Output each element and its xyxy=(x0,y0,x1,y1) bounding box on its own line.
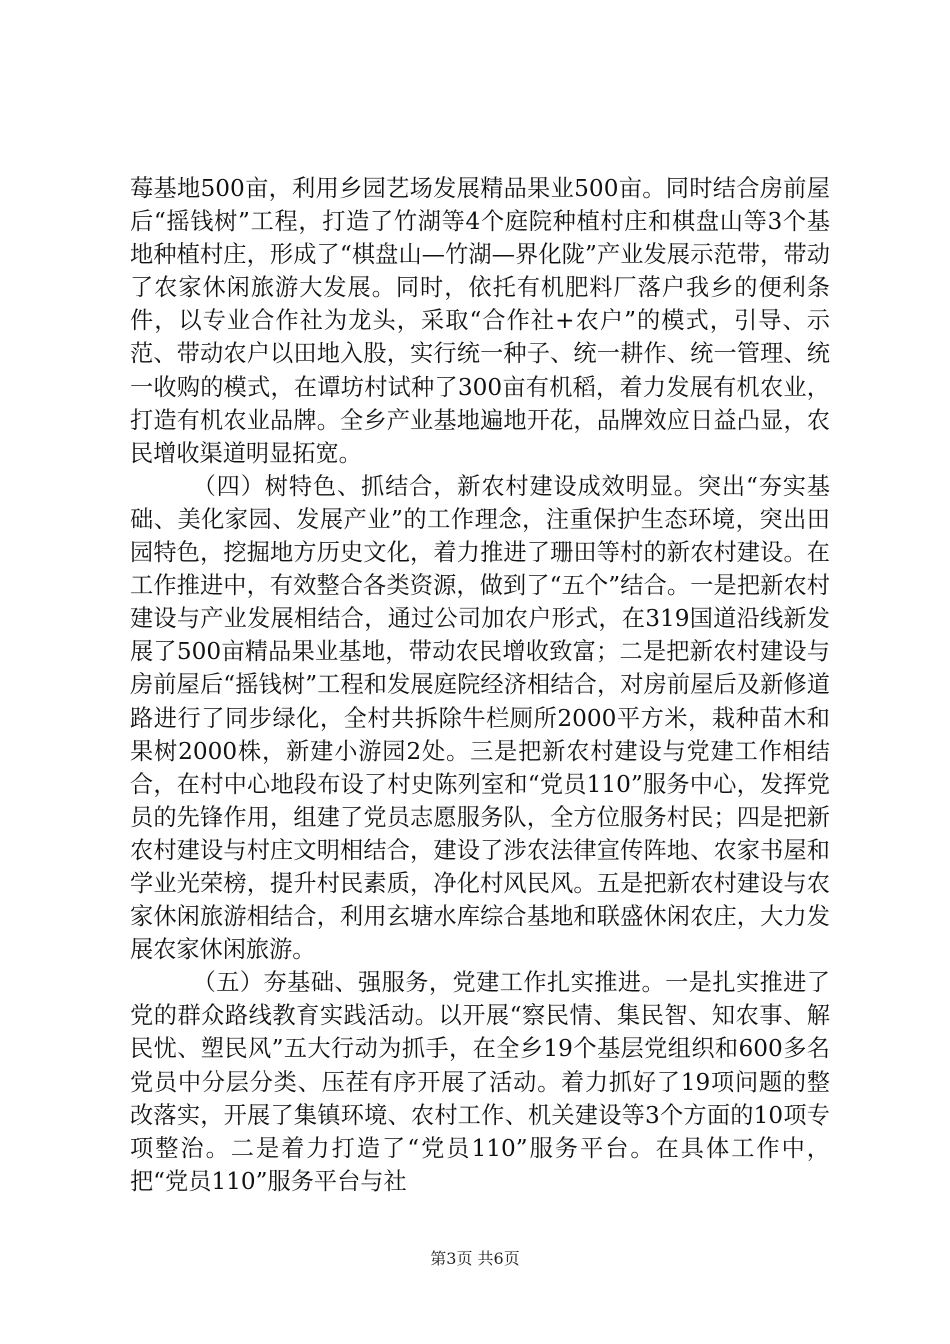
document-body xyxy=(130,172,830,1198)
paragraph-section-4: （四）树特色、抓结合，新农村建设成效明显。突出“夯实基础、美化家园、发展产业”的工作理念，注重保护生态环境，突出田园特色，挖掘地方历史文化，着力推进了珊田等村的新农村建设。在工作推进中，有效整合各类资源，做到了“五个”结合。一是把新农村建设与产业发展相结合，通过公司加农户形式，在319国道沿线新发展了500亩精品果业基地，带动农民增收致富；二是把新农村建设与房前屋后“摇钱树”工程和发展庭院经济相结合，对房前屋后及新修道路进行了同步绿化，全村共拆除牛栏厕所2000平方米，栽种苗木和果树2000株，新建小游园2处。三是把新农村建设与党建工作相结合，在村中心地段布设了村史陈列室和“党员110”服务中心，发挥党员的先锋作用，组建了党员志愿服务队，全方位服务村民；四是把新农村建设与村庄文明相结合，建设了涉农法律宣传阵地、农家书屋和学业光荣榜，提升村民素质，净化村风民风。五是把新农村建设与农家休闲旅游相结合，利用玄塘水库综合基地和联盛休闲农庄，大力发展农家休闲旅游。 xyxy=(130,472,830,964)
page-footer: 第3页 共6页 xyxy=(430,1249,520,1268)
paragraph-section-5: （五）夯基础、强服务，党建工作扎实推进。一是扎实推进了党的群众路线教育实践活动。以开展“察民情、集民智、知农事、解民忧、塑民风”五大行动为抓手，在全乡19个基层党组织和600多名党员中分层分类、压茬有序开展了活动。着力抓好了19项问题的整改落实，开展了集镇环境、农村工作、机关建设等3个方面的10项专项整治。二是着力打造了“党员110”服务平台。在具体工作中，把“党员110”服务平台与社 xyxy=(130,969,830,1195)
paragraph-continued: 莓基地500亩，利用乡园艺场发展精品果业500亩。同时结合房前屋后“摇钱树”工程，打造了竹湖等4个庭院种植村庄和棋盘山等3个基地种植村庄，形成了“棋盘山—竹湖—界化陇”产业发展示范带，带动了农家休闲旅游大发展。同时，依托有机肥料厂落户我乡的便利条件，以专业合作社为龙头，采取“合作社+农户”的模式，引导、示范、带动农户以田地入股，实行统一种子、统一耕作、统一管理、统一收购的模式，在谭坊村试种了300亩有机稻，着力发展有机农业，打造有机农业品牌。全乡产业基地遍地开花，品牌效应日益凸显，农民增收渠道明显拓宽。 xyxy=(130,175,830,467)
